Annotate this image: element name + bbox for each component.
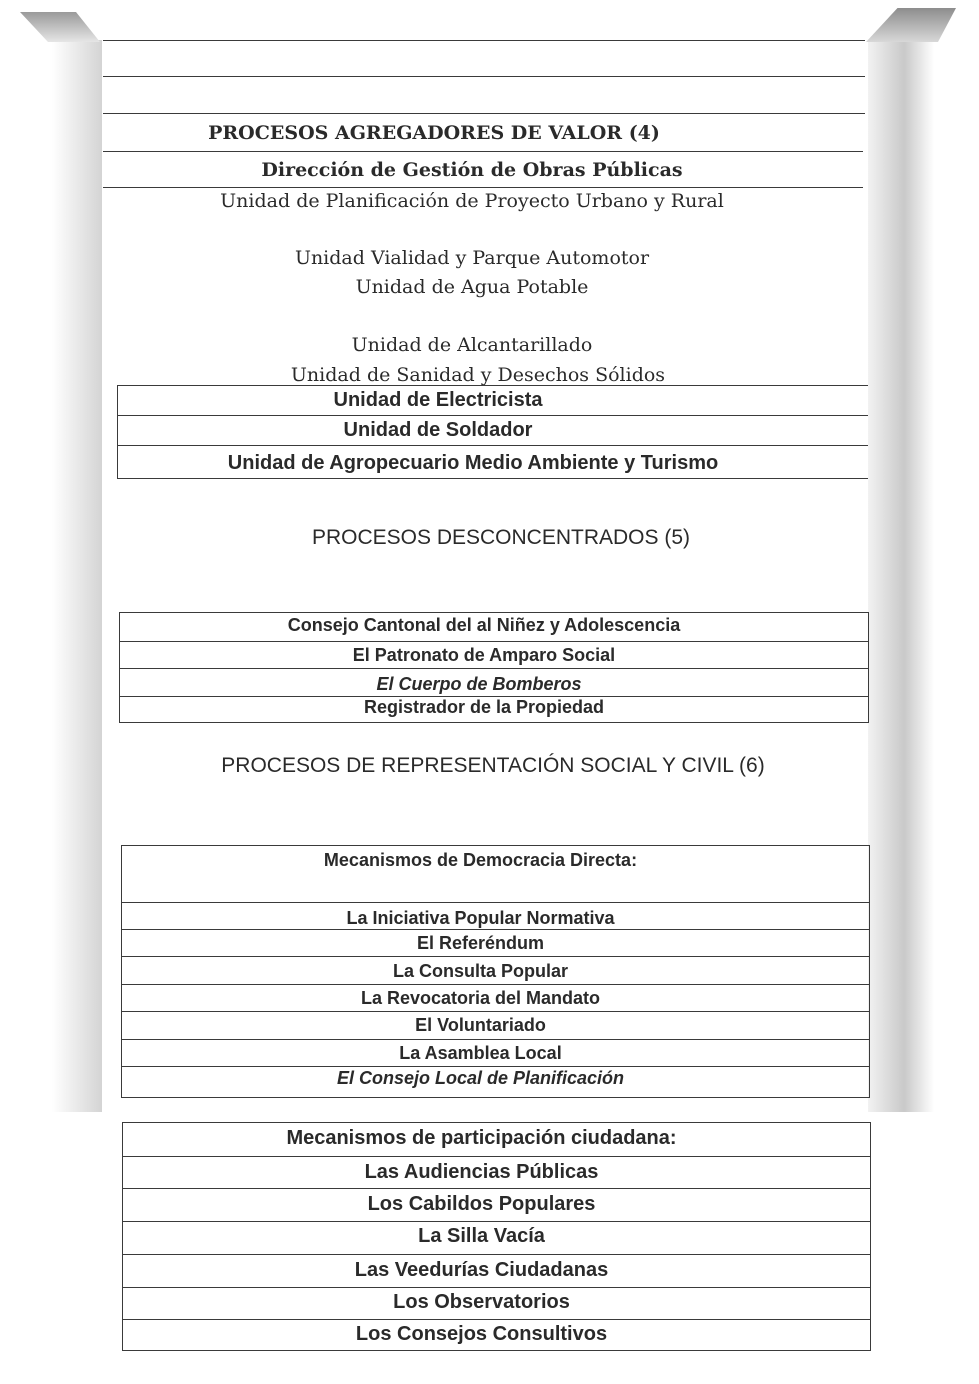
unidad-item: Unidad de Agua Potable <box>355 276 589 298</box>
table-row: El Cuerpo de Bomberos <box>120 669 868 697</box>
table-row: La Iniciativa Popular Normativa <box>122 903 869 930</box>
unidad-item: Unidad Vialidad y Parque Automotor <box>294 247 650 269</box>
scan-shadow-right <box>868 40 934 1112</box>
table-header: Mecanismos de Democracia Directa: <box>122 846 869 903</box>
table-row: La Consulta Popular <box>122 957 869 985</box>
table-row: Unidad de Agropecuario Medio Ambiente y Turismo <box>227 452 719 474</box>
table-row: El Referéndum <box>122 930 869 957</box>
unidad-item: Unidad de Alcantarillado <box>351 334 593 356</box>
ruled-line <box>103 151 863 152</box>
table-row: Los Observatorios <box>123 1288 870 1320</box>
unidad-item: Unidad de Planificación de Proyecto Urbano y Rural <box>220 190 724 212</box>
scan-corner-right <box>866 8 956 42</box>
scan-shadow-left <box>52 40 102 1112</box>
table-row: Los Cabildos Populares <box>123 1189 870 1222</box>
participacion-ciudadana-table <box>122 1122 871 1351</box>
desconcentrados-table <box>119 612 869 723</box>
table-row: La Asamblea Local <box>122 1040 869 1067</box>
table-row: Unidad de Soldador <box>118 416 868 446</box>
table-row: La Revocatoria del Mandato <box>122 985 869 1012</box>
scan-corner-left <box>20 12 100 42</box>
unidad-item: Unidad de Sanidad y Desechos Sólidos <box>290 364 666 386</box>
direccion-obras-publicas: Dirección de Gestión de Obras Públicas <box>261 159 683 181</box>
section-6-title: PROCESOS DE REPRESENTACIÓN SOCIAL Y CIVIL (6) <box>221 754 765 777</box>
ruled-line <box>103 40 865 41</box>
table-row: Las Audiencias Públicas <box>123 1157 870 1189</box>
table-row: Registrador de la Propiedad <box>363 697 605 717</box>
ruled-line <box>103 76 865 77</box>
table-row: El Patronato de Amparo Social <box>120 642 868 669</box>
table-row: Unidad de Electricista <box>118 386 868 416</box>
table-row: Las Veedurías Ciudadanas <box>123 1255 870 1288</box>
table-row: La Silla Vacía <box>123 1222 870 1255</box>
table-row: Consejo Cantonal del al Niñez y Adolescencia <box>120 613 868 642</box>
ruled-line <box>103 113 865 114</box>
democracia-directa-table <box>121 845 870 1098</box>
table-header: Mecanismos de participación ciudadana: <box>123 1123 870 1157</box>
table-row: Los Consejos Consultivos <box>355 1323 608 1345</box>
table-row: El Voluntariado <box>122 1012 869 1040</box>
unidades-table <box>117 385 868 479</box>
table-row: El Consejo Local de Planificación <box>336 1068 625 1088</box>
section-5-title: PROCESOS DESCONCENTRADOS (5) <box>311 526 691 549</box>
section-4-title: PROCESOS AGREGADORES DE VALOR (4) <box>208 122 660 144</box>
